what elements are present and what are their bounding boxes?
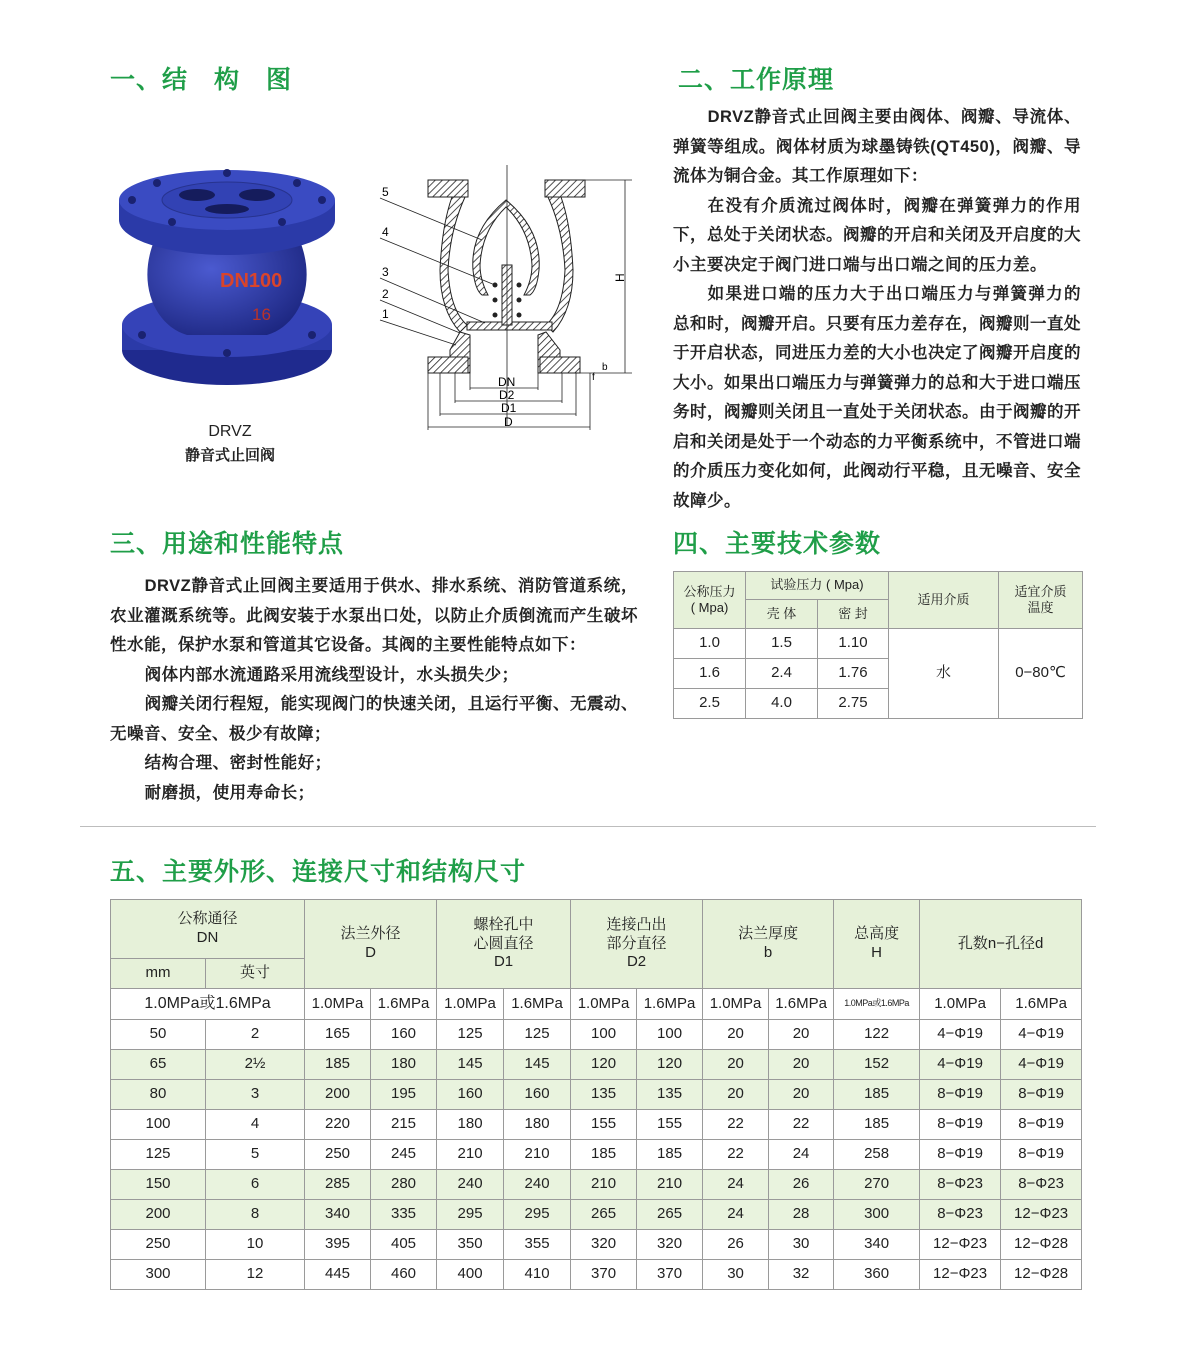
table-cell: 26 — [703, 1230, 769, 1260]
table-cell: 370 — [571, 1260, 637, 1290]
table-cell: 125 — [504, 1020, 571, 1050]
table-cell: 20 — [769, 1050, 834, 1080]
th-holes: 孔数n−孔径d — [920, 900, 1082, 989]
table-cell: 340 — [834, 1230, 920, 1260]
table-cell: 200 — [305, 1080, 371, 1110]
table-cell: 24 — [769, 1140, 834, 1170]
part-label-3: 3 — [382, 265, 389, 279]
table-cell: 100 — [637, 1020, 703, 1050]
table-cell: 180 — [437, 1110, 504, 1140]
th-raised-face: 连接凸出 部分直径 D2 — [571, 900, 703, 989]
usage-paragraph: DRVZ静音式止回阀主要适用于供水、排水系统、消防管道系统，农业灌溉系统等。此阀安装于水泵出口处，以防止介质倒流而产生破坏性水能，保护水泵和管道其它设备。其阀的主要性能特点如下： — [110, 577, 638, 654]
th-bolt-circle: 螺栓孔中 心圆直径 D1 — [437, 900, 571, 989]
table-cell: 12 — [206, 1260, 305, 1290]
th-nominal-diameter: 公称通径 DN — [111, 900, 305, 959]
table-cell: 185 — [305, 1050, 371, 1080]
table-cell: 210 — [571, 1170, 637, 1200]
table-cell: 135 — [637, 1080, 703, 1110]
table-cell: 3 — [206, 1080, 305, 1110]
table-cell: 250 — [305, 1140, 371, 1170]
table-cell: 12−Φ23 — [1001, 1200, 1082, 1230]
table-cell: 6 — [206, 1170, 305, 1200]
table-cell: 10 — [206, 1230, 305, 1260]
section-title-usage: 三、用途和性能特点 — [110, 530, 345, 558]
table-cell: 4 — [206, 1110, 305, 1140]
part-label-4: 4 — [382, 225, 389, 239]
table-cell: 195 — [371, 1080, 437, 1110]
table-cell: 26 — [769, 1170, 834, 1200]
table-cell: 120 — [637, 1050, 703, 1080]
table-cell: 8−Φ23 — [920, 1170, 1001, 1200]
table-cell: 22 — [703, 1110, 769, 1140]
table-cell: 220 — [305, 1110, 371, 1140]
table-cell: 355 — [504, 1230, 571, 1260]
th-p10: 1.0MPa — [920, 989, 1001, 1020]
table-cell: 210 — [504, 1140, 571, 1170]
table-cell: 180 — [371, 1050, 437, 1080]
cell: 2.5 — [674, 689, 746, 719]
th-seal: 密 封 — [818, 600, 889, 629]
dim-label-h: H — [613, 273, 627, 282]
table-cell: 8−Φ19 — [1001, 1080, 1082, 1110]
table-row — [111, 1230, 1082, 1260]
table-cell: 12−Φ23 — [920, 1230, 1001, 1260]
th-p10: 1.0MPa — [703, 989, 769, 1020]
valve-product-photo — [112, 165, 342, 405]
th-nominal-pressure — [674, 572, 746, 629]
table-cell: 30 — [769, 1230, 834, 1260]
part-label-5: 5 — [382, 185, 389, 199]
th-p16: 1.6MPa — [769, 989, 834, 1020]
table-cell: 8 — [206, 1200, 305, 1230]
table-row — [111, 1050, 1082, 1080]
cell: 1.10 — [818, 629, 889, 659]
table-row — [111, 1020, 1082, 1050]
table-cell: 185 — [834, 1080, 920, 1110]
table-row — [111, 1200, 1082, 1230]
table-row — [111, 1260, 1082, 1290]
table-cell: 8−Φ23 — [920, 1200, 1001, 1230]
table-cell: 4−Φ19 — [920, 1020, 1001, 1050]
tech-params-table — [673, 571, 1083, 719]
table-cell: 185 — [637, 1140, 703, 1170]
table-cell: 410 — [504, 1260, 571, 1290]
table-cell: 50 — [111, 1020, 206, 1050]
table-cell: 320 — [637, 1230, 703, 1260]
table-cell: 8−Φ19 — [1001, 1110, 1082, 1140]
cell: 2.4 — [746, 659, 818, 689]
table-cell: 350 — [437, 1230, 504, 1260]
dim-label-d2: D2 — [499, 388, 515, 402]
table-cell: 120 — [571, 1050, 637, 1080]
section-title-structure: 一、结 构 图 — [110, 66, 293, 94]
usage-feature: 阀瓣关闭行程短，能实现阀门的快速关闭，且运行平衡、无震动、无噪音、安全、极少有故障； — [110, 695, 638, 743]
th-nominal-unit: ( Mpa) — [690, 600, 729, 615]
th-medium: 适用介质 — [889, 572, 999, 629]
table-cell: 100 — [571, 1020, 637, 1050]
table-cell: 22 — [769, 1110, 834, 1140]
table-cell: 460 — [371, 1260, 437, 1290]
table-cell: 20 — [703, 1080, 769, 1110]
product-model: DRVZ — [208, 423, 252, 440]
table-cell: 65 — [111, 1050, 206, 1080]
table-cell: 285 — [305, 1170, 371, 1200]
table-cell: 200 — [111, 1200, 206, 1230]
table-cell: 320 — [571, 1230, 637, 1260]
table-cell: 240 — [437, 1170, 504, 1200]
th-flange-thickness: 法兰厚度 b — [703, 900, 834, 989]
table-cell: 122 — [834, 1020, 920, 1050]
table-cell: 295 — [437, 1200, 504, 1230]
table-cell: 300 — [111, 1260, 206, 1290]
table-cell: 210 — [637, 1170, 703, 1200]
cell: 1.0 — [674, 629, 746, 659]
cell-medium: 水 — [889, 629, 999, 719]
divider — [80, 826, 1096, 827]
table-cell: 445 — [305, 1260, 371, 1290]
table-cell: 210 — [437, 1140, 504, 1170]
valve-cross-section-diagram — [370, 160, 640, 440]
th-p16: 1.6MPa — [504, 989, 571, 1020]
table-cell: 245 — [371, 1140, 437, 1170]
table-cell: 400 — [437, 1260, 504, 1290]
table-cell: 250 — [111, 1230, 206, 1260]
table-cell: 370 — [637, 1260, 703, 1290]
table-cell: 152 — [834, 1050, 920, 1080]
table-cell: 20 — [769, 1080, 834, 1110]
usage-text — [110, 572, 638, 808]
th-total-height: 总高度 H — [834, 900, 920, 989]
table-row — [111, 1170, 1082, 1200]
table-cell: 155 — [637, 1110, 703, 1140]
th-nominal-label: 公称压力 — [683, 583, 736, 599]
table-cell: 100 — [111, 1110, 206, 1140]
table-row — [111, 1110, 1082, 1140]
table-cell: 270 — [834, 1170, 920, 1200]
th-mm: mm — [111, 959, 206, 989]
principle-paragraph: DRVZ静音式止回阀主要由阀体、阀瓣、导流体、弹簧等组成。阀体材质为球墨铸铁(QT450)，阀瓣、导流体为铜合金。其工作原理如下： — [673, 108, 1081, 185]
table-cell: 8−Φ19 — [920, 1140, 1001, 1170]
table-cell: 2 — [206, 1020, 305, 1050]
cell: 1.5 — [746, 629, 818, 659]
table-cell: 20 — [703, 1050, 769, 1080]
table-cell: 150 — [111, 1170, 206, 1200]
table-cell: 145 — [437, 1050, 504, 1080]
th-inch: 英寸 — [206, 959, 305, 989]
table-cell: 360 — [834, 1260, 920, 1290]
principle-paragraph: 如果进口端的压力大于出口端压力与弹簧弹力的总和时，阀瓣开启。只要有压力差存在，阀瓣则一直处于开启状态，同进压力差的大小也决定了阀瓣开启度的大小。如果出口端压力与弹簧弹力的总和大于进口端压务时，阀瓣则关闭且一直处于关闭状态。由于阀瓣的开启和关闭是处于一个动态的力平衡系统中，不管进口端的介质压力变化如何，此阀动行平稳，且无噪音、安全故障少。 — [673, 285, 1081, 510]
dim-label-d1: D1 — [501, 401, 517, 415]
product-name: 静音式止回阀 — [184, 447, 275, 464]
table-cell: 240 — [504, 1170, 571, 1200]
table-cell: 125 — [437, 1020, 504, 1050]
th-pressure-both: 1.0MPa或1.6MPa — [111, 989, 305, 1020]
table-cell: 185 — [571, 1140, 637, 1170]
table-cell: 340 — [305, 1200, 371, 1230]
table-cell: 24 — [703, 1200, 769, 1230]
table-cell: 20 — [703, 1020, 769, 1050]
table-cell: 4−Φ19 — [1001, 1020, 1082, 1050]
cell: 1.6 — [674, 659, 746, 689]
table-cell: 258 — [834, 1140, 920, 1170]
part-label-2: 2 — [382, 287, 389, 301]
table-cell: 32 — [769, 1260, 834, 1290]
cell: 2.75 — [818, 689, 889, 719]
principle-paragraph: 在没有介质流过阀体时，阀瓣在弹簧弹力的作用下，总处于关闭状态。阀瓣的开启和关闭及开启度的大小主要决定于阀门进口端与出口端之间的压力差。 — [673, 196, 1081, 274]
section-title-dimensions: 五、主要外形、连接尺寸和结构尺寸 — [110, 858, 527, 886]
table-cell: 280 — [371, 1170, 437, 1200]
th-temperature: 适宜介质温度 — [999, 572, 1083, 629]
table-cell: 145 — [504, 1050, 571, 1080]
table-cell: 295 — [504, 1200, 571, 1230]
th-pressure-both-small: 1.0MPa或1.6MPa — [834, 989, 920, 1020]
table-cell: 4−Φ19 — [920, 1050, 1001, 1080]
table-cell: 165 — [305, 1020, 371, 1050]
table-cell: 5 — [206, 1140, 305, 1170]
table-cell: 215 — [371, 1110, 437, 1140]
table-cell: 135 — [571, 1080, 637, 1110]
dim-label-d: D — [504, 415, 513, 429]
th-p16: 1.6MPa — [371, 989, 437, 1020]
table-cell: 28 — [769, 1200, 834, 1230]
th-p10: 1.0MPa — [571, 989, 637, 1020]
table-cell: 2½ — [206, 1050, 305, 1080]
th-p16: 1.6MPa — [1001, 989, 1082, 1020]
table-cell: 160 — [504, 1080, 571, 1110]
table-cell: 335 — [371, 1200, 437, 1230]
table-cell: 12−Φ23 — [920, 1260, 1001, 1290]
table-cell: 185 — [834, 1110, 920, 1140]
usage-feature: 结构合理、密封性能好； — [144, 754, 332, 772]
casting-mark-pressure: 16 — [252, 305, 271, 324]
cell-temperature: 0−80℃ — [999, 629, 1083, 719]
table-cell: 4−Φ19 — [1001, 1050, 1082, 1080]
usage-feature: 耐磨损，使用寿命长； — [144, 783, 315, 802]
table-row — [111, 1080, 1082, 1110]
table-cell: 160 — [437, 1080, 504, 1110]
section-title-tech-params: 四、主要技术参数 — [673, 530, 882, 558]
table-cell: 395 — [305, 1230, 371, 1260]
th-p10: 1.0MPa — [437, 989, 504, 1020]
usage-feature: 阀体内部水流通路采用流线型设计，水头损失少； — [144, 665, 519, 684]
table-cell: 12−Φ28 — [1001, 1230, 1082, 1260]
table-cell: 30 — [703, 1260, 769, 1290]
principle-text — [673, 103, 1081, 516]
part-label-1: 1 — [382, 307, 389, 321]
cell: 1.76 — [818, 659, 889, 689]
table-cell: 12−Φ28 — [1001, 1260, 1082, 1290]
table-cell: 180 — [504, 1110, 571, 1140]
table-cell: 155 — [571, 1110, 637, 1140]
table-cell: 8−Φ23 — [1001, 1170, 1082, 1200]
dim-label-dn: DN — [498, 375, 516, 389]
table-cell: 80 — [111, 1080, 206, 1110]
section-title-principle: 二、工作原理 — [678, 66, 835, 94]
table-cell: 20 — [769, 1020, 834, 1050]
table-cell: 8−Φ19 — [920, 1080, 1001, 1110]
th-shell: 壳 体 — [746, 600, 818, 629]
table-cell: 8−Φ19 — [1001, 1140, 1082, 1170]
table-cell: 8−Φ19 — [920, 1110, 1001, 1140]
table-cell: 300 — [834, 1200, 920, 1230]
table-cell: 265 — [571, 1200, 637, 1230]
th-p10: 1.0MPa — [305, 989, 371, 1020]
table-cell: 265 — [637, 1200, 703, 1230]
casting-mark-dn: DN100 — [220, 270, 283, 292]
table-cell: 24 — [703, 1170, 769, 1200]
dimensions-table — [110, 899, 1082, 1290]
table-cell: 125 — [111, 1140, 206, 1170]
th-test-pressure: 试验压力 ( Mpa) — [746, 572, 889, 600]
th-flange-od: 法兰外径 D — [305, 900, 437, 989]
table-cell: 22 — [703, 1140, 769, 1170]
th-p16: 1.6MPa — [637, 989, 703, 1020]
table-cell: 160 — [371, 1020, 437, 1050]
dim-label-b: b — [602, 362, 608, 373]
table-row — [111, 1140, 1082, 1170]
cell: 4.0 — [746, 689, 818, 719]
table-cell: 405 — [371, 1230, 437, 1260]
dim-label-f: f — [592, 372, 595, 383]
